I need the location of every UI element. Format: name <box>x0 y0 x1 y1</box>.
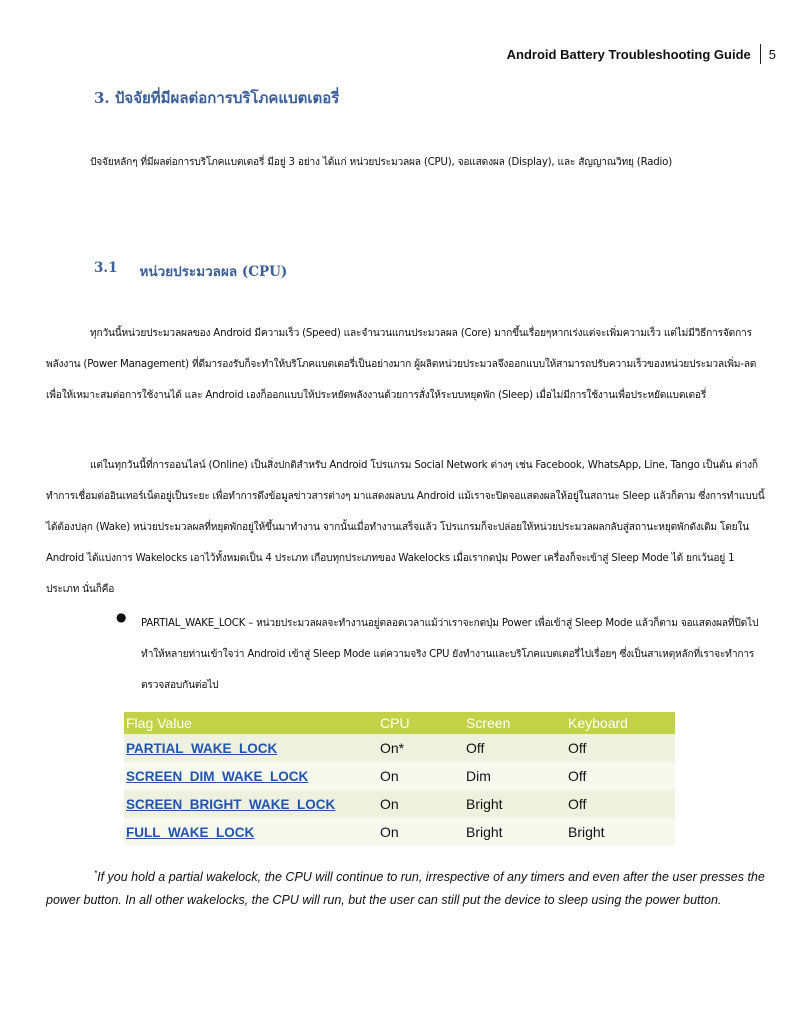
bullet-marker: ● <box>116 610 127 624</box>
cpu-paragraph-1: ทุกวันนี้หน่วยประมวลผลของ Android มีความเร็ว (Speed) และจำนวนแกนประมวลผล (Core) มากขึ้นเรื่อยๆหากเร่งแต่จะเพิ่มความเร็ว แต่ไม่มีวิธีการจัดการพลังงาน (Power Management) ที่ดีมารองรับก็จะทำให้บริโภคแบตเตอรี่เป็นอย่างมาก ผู้ผลิตหน่วยประมวลจึงออกแบบให้สามารถปรับความเร็วของหน่วยประมวลเพิ่ม-ลดเพื่อให้เหมาะสมต่อการใช้งานได้ และ Android เองก็ออกแบบให้ประหยัดพลังงานด้วยการสั่งให้ระบบหยุดพัก (Sleep) เมื่อไม่มีการใช้งานเพื่อประหยัดแบตเตอรี่ <box>46 328 757 401</box>
cpu-paragraph-2: แต่ในทุกวันนี้ที่การออนไลน์ (Online) เป็นสิ่งปกติสำหรับ Android โปรแกรม Social Network ต่างๆ เช่น Facebook, WhatsApp, Line, Tango เป็นต้น ต่างก็ทำการเชื่อมต่ออินเทอร์เน็ตอยู่เป็นระยะ เพื่อทำการดึงข้อมูลข่าวสารต่างๆ มาแสดงผลบน Android แม้เราจะปิดจอแสดงผลให้อยู่ในสถานะ Sleep แล้วก็ตาม ซึ่งการทำแบบนี้ได้ต้องปลุก (Wake) หน่วยประมวลผลที่หยุดพักอยู่ให้ขึ้นมาทำงาน จากนั้นเมื่อทำงานเสร็จแล้ว โปรแกรมก็จะปล่อยให้หน่วยประมวลผลกลับสู่สถานะหยุดพักดังเดิม โดยใน Android ได้แบ่งการ Wakelocks เอาไว้ทั้งหมดเป็น 4 ประเภท เกือบทุกประเภทของ Wakelocks เมื่อเรากดปุ่ม Power เครื่องก็จะเข้าสู่ Sleep Mode ได้ ยกเว้นอยู่ 1 ประเภท นั่นก็คือ <box>46 460 765 595</box>
footnote-marker: * <box>94 869 98 878</box>
column-header: Flag Value <box>124 712 378 734</box>
flag-link[interactable]: FULL_WAKE_LOCK <box>126 825 255 840</box>
screen-cell: Dim <box>464 762 566 790</box>
keyboard-cell: Off <box>566 762 675 790</box>
flag-cell <box>124 762 378 790</box>
table-row <box>124 818 675 846</box>
cpu-cell: On <box>378 790 464 818</box>
flag-link[interactable]: SCREEN_DIM_WAKE_LOCK <box>126 769 309 784</box>
flag-cell <box>124 818 378 846</box>
subsection-number: 3.1 <box>94 260 118 276</box>
table-footnote <box>46 862 766 912</box>
subsection-heading <box>94 260 287 282</box>
cpu-cell: On <box>378 762 464 790</box>
column-header: Keyboard <box>566 712 675 734</box>
screen-cell: Off <box>464 734 566 762</box>
column-header: Screen <box>464 712 566 734</box>
page-number: 5 <box>768 46 776 62</box>
table-row <box>124 734 675 762</box>
table-row <box>124 762 675 790</box>
screen-cell: Bright <box>464 790 566 818</box>
flag-link[interactable]: PARTIAL_WAKE_LOCK <box>126 741 278 756</box>
screen-cell: Bright <box>464 818 566 846</box>
page-header <box>507 44 776 64</box>
keyboard-cell: Off <box>566 734 675 762</box>
subsection-title: หน่วยประมวลผล (CPU) <box>139 264 288 280</box>
keyboard-cell: Bright <box>566 818 675 846</box>
keyboard-cell: Off <box>566 790 675 818</box>
wakelock-table <box>124 712 675 846</box>
header-divider <box>760 44 761 64</box>
cpu-cell: On* <box>378 734 464 762</box>
table-row <box>124 790 675 818</box>
flag-cell <box>124 790 378 818</box>
document-title: Android Battery Troubleshooting Guide <box>506 46 751 62</box>
column-header: CPU <box>378 712 464 734</box>
section-intro-paragraph: ปัจจัยหลักๆ ที่มีผลต่อการบริโภคแบตเตอรี่ มีอยู่ 3 อย่าง ได้แก่ หน่วยประมวลผล (CPU), จอแสดงผล (Display), และ สัญญาณวิทยุ (Radio) <box>90 157 672 168</box>
footnote-text: If you hold a partial wakelock, the CPU will continue to run, irrespective of any timers and even after the user presses the power button. In all other wakelocks, the CPU will run, but the user can still put the device to sleep using the power button. <box>46 870 765 908</box>
section-heading: 3. ปัจจัยที่มีผลต่อการบริโภคแบตเตอรี่ <box>94 89 340 107</box>
table-header-row <box>124 712 675 734</box>
cpu-cell: On <box>378 818 464 846</box>
flag-cell <box>124 734 378 762</box>
bullet-partial-wake-lock: PARTIAL_WAKE_LOCK – หน่วยประมวลผลจะทำงานอยู่ตลอดเวลาแม้ว่าเราจะกดปุ่ม Power เพื่อเข้าสู่ Sleep Mode แล้วก็ตาม จอแสดงผลที่ปิดไปทำให้หลายท่านเข้าใจว่า Android เข้าสู่ Sleep Mode แต่ความจริง CPU ยังทำงานและบริโภคแบตเตอรี่ไปเรื่อยๆ ซึ่งเป็นสาเหตุหลักที่เราจะทำการตรวจสอบกันต่อไป <box>141 618 759 691</box>
flag-link[interactable]: SCREEN_BRIGHT_WAKE_LOCK <box>126 797 336 812</box>
